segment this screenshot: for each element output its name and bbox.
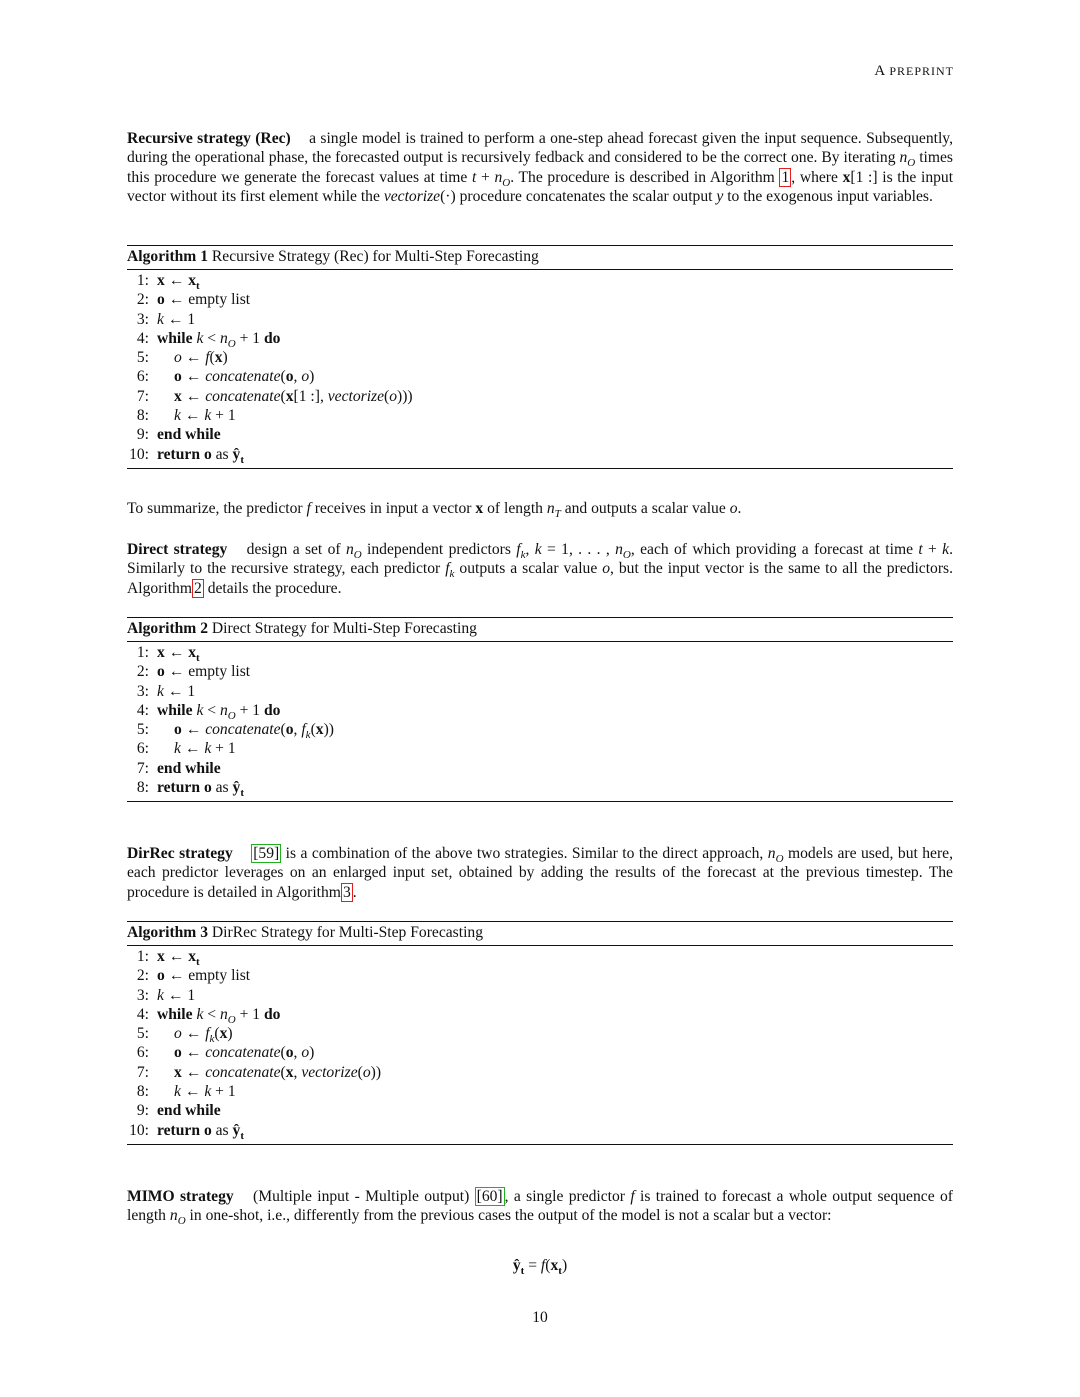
algorithm-caption-text: Recursive Strategy (Rec) for Multi-Step Forecasting bbox=[211, 248, 539, 265]
text-run: previous timestep. The procedure is detailed in Algorithm bbox=[127, 864, 953, 901]
citation-59-link[interactable]: [59] bbox=[253, 845, 280, 862]
algorithm-label: Algorithm 2 bbox=[127, 620, 208, 637]
text-run: used, but here, each predictor leverages on an enlarged input set, obtained by adding the results of the forecast at the bbox=[127, 845, 953, 882]
text-run: to the exogenous input variables. bbox=[727, 188, 933, 206]
algorithm-1 bbox=[127, 245, 953, 469]
text-run: To summarize, the predictor bbox=[127, 500, 303, 517]
algo-line: 7: x ← concatenate(x[1 :], vectorize(o))) bbox=[136, 387, 413, 405]
header-rest: PREPRINT bbox=[889, 64, 954, 78]
algorithm-label: Algorithm 3 bbox=[127, 924, 208, 941]
text-run: independent predictors bbox=[367, 541, 511, 558]
text-run: , where bbox=[791, 168, 838, 186]
text-run: design a set of bbox=[246, 541, 341, 558]
text-run: , each of which providing a forecast at bbox=[630, 541, 880, 558]
text-run: times this procedure we generate the forecast values at time bbox=[127, 149, 953, 186]
algo-line: 4: while $k < n_O + 1$ do bbox=[136, 701, 281, 722]
algorithm-2-caption bbox=[127, 618, 953, 641]
text-run: (Multiple input - Multiple output) bbox=[253, 1188, 470, 1205]
text-run: . bbox=[737, 500, 742, 517]
text-run: models are bbox=[787, 845, 857, 862]
algo-line: 10: return o as $ŷ_t$ bbox=[129, 445, 245, 466]
recursive-strategy-paragraph: Recursive strategy (Rec) a single model is trained to perform a one-step ahead forecast given the input sequence. Subsequently, during the operational phase, the forecasted output is recursively fedback and considered to be the correct one. By iterating $n_O$ times this procedure we generate the forecast values at time $t + n_O$. The procedure is described in Algorithm 1 , where x[1 :] is the input vector without its first element while the vectorize(·) procedure concatenates the scalar output y to the exogenous input variables. bbox=[127, 130, 954, 206]
algorithm-caption-text: Direct Strategy for Multi-Step Forecasting bbox=[211, 620, 477, 637]
algo-line: 2: o ← empty list bbox=[136, 663, 251, 681]
text-run: , a single predictor bbox=[504, 1188, 625, 1205]
algo-line: 3: k ← 1 bbox=[136, 682, 196, 700]
algo-line: 1: x ← $x_t$ bbox=[136, 644, 200, 665]
text-run: time bbox=[885, 541, 914, 558]
algorithm-3-caption bbox=[127, 922, 953, 945]
text-run: procedure concatenates the bbox=[459, 188, 629, 206]
running-header bbox=[0, 62, 954, 81]
algo-line: 7: x ← concatenate(x, vectorize(o)) bbox=[136, 1063, 382, 1081]
citation-60-link[interactable]: [60] bbox=[476, 1188, 503, 1205]
algorithm-3-link[interactable]: 3 bbox=[342, 883, 351, 901]
algo-line: 3: k ← 1 bbox=[136, 986, 196, 1004]
algo-line: 8: return o as $ŷ_t$ bbox=[136, 779, 245, 800]
text-run: a single model is trained to perform a one-step ahead forecast given the input sequence. bbox=[309, 130, 862, 147]
algo-line: 6: o ← concatenate(o, o) bbox=[136, 1044, 315, 1062]
algo-line: 5: o ← f(x) bbox=[136, 349, 228, 367]
algo-line: 5: o ← concatenate(o, $f_k(x)$) bbox=[136, 721, 334, 742]
recursive-strategy-title: Recursive strategy (Rec) bbox=[127, 130, 291, 147]
text-run: of length bbox=[487, 500, 543, 517]
text-run: sequence of length bbox=[127, 1188, 953, 1225]
algorithm-1-caption bbox=[127, 246, 953, 269]
direct-strategy-title: Direct strategy bbox=[127, 541, 228, 558]
algo-line: 4: while $k < n_O + 1$ do bbox=[136, 1005, 281, 1026]
algo-line: 2: o ← empty list bbox=[136, 967, 251, 985]
algo-line: 1: x ← $x_t$ bbox=[136, 948, 200, 969]
algo-line: 2: o ← empty list bbox=[136, 291, 251, 309]
text-run: is the input vector without its first element while the bbox=[127, 168, 954, 206]
algo-line: 3: k ← 1 bbox=[136, 310, 196, 328]
mimo-strategy-paragraph: MIMO strategy (Multiple input - Multiple output) [60] , a single predictor f is trained to forecast a whole output sequence of length $n_O$ in one-shot, i.e., differently from the previous cases the output of the model is not a scalar but a vector: bbox=[127, 1188, 953, 1228]
algorithm-label: Algorithm 1 bbox=[127, 248, 208, 265]
text-run: vector: bbox=[788, 1207, 832, 1225]
summary-paragraph: To summarize, the predictor f receives in input a vector x of length $n_T$ and outputs a scalar value o. bbox=[127, 500, 742, 521]
header-first-letter: A bbox=[874, 63, 885, 79]
algo-line: 8: k ← k + 1 bbox=[136, 1083, 236, 1101]
text-run: in one-shot, i.e., differently from the previous cases the output of the model is not a scalar but a bbox=[189, 1207, 785, 1225]
dirrec-strategy-title: DirRec strategy bbox=[127, 845, 233, 862]
text-run: details the procedure. bbox=[207, 579, 342, 597]
algo-line: 10: return o as $ŷ_t$ bbox=[129, 1121, 245, 1142]
dirrec-strategy-paragraph: DirRec strategy [59] is a combination of the above two strategies. Similar to the direct approach, $n_O$ models are used, but here, each predictor leverages on an enlarged input set, obtained by adding the results of the forecast at the previous timestep. The procedure is detailed in Algorithm 3 . bbox=[127, 845, 953, 901]
text-run: , but the input vector is the bbox=[610, 560, 784, 578]
text-run: . bbox=[352, 883, 357, 901]
text-run: same to all the predictors. Algorithm bbox=[127, 560, 954, 597]
text-run: and outputs a scalar value bbox=[564, 500, 726, 517]
algo-line: 1: x ← $x_t$ bbox=[136, 272, 200, 293]
algo-line: 9: end while bbox=[136, 1102, 221, 1120]
algorithm-2 bbox=[127, 617, 953, 802]
text-run: receives in input a vector bbox=[314, 500, 472, 517]
algo-line: 6: k ← k + 1 bbox=[136, 740, 236, 758]
text-run: scalar output bbox=[632, 188, 713, 206]
text-run: Subsequently, during the operational phase, the forecasted output is recursively fedback and considered to be the correct bbox=[127, 130, 953, 167]
algorithm-2-link[interactable]: 2 bbox=[193, 579, 202, 597]
text-run: is a combination of the above two strategies. Similar to the direct approach, bbox=[285, 845, 764, 862]
mimo-strategy-title: MIMO strategy bbox=[127, 1188, 234, 1205]
page-number: 10 bbox=[532, 1309, 548, 1326]
algo-line: 6: o ← concatenate(o, o) bbox=[136, 368, 315, 386]
text-run: is trained to forecast a whole output bbox=[640, 1188, 873, 1205]
algo-line: 9: end while bbox=[136, 426, 221, 444]
algorithm-1-link[interactable]: 1 bbox=[781, 168, 790, 186]
text-run: . The procedure is described in bbox=[510, 168, 706, 186]
text-run: . Similarly to the recursive strategy, each predictor bbox=[127, 541, 953, 578]
algorithm-caption-text: DirRec Strategy for Multi-Step Forecasting bbox=[211, 924, 484, 941]
text-run: outputs a scalar value bbox=[459, 560, 598, 578]
direct-strategy-paragraph: Direct strategy design a set of $n_O$ independent predictors $f_k$, k = 1, . . . , $n_O$, each of which providing a forecast at time t + k. Similarly to the recursive strategy, each predictor $f_k$ outputs a scalar value o, but the input vector is the same to all the predictors. Algorithm 2 details the procedure. bbox=[127, 541, 954, 597]
algo-line: 5: o ← $f_k(x)$ bbox=[136, 1025, 233, 1046]
algo-line: 8: k ← k + 1 bbox=[136, 407, 236, 425]
text-run: Algorithm bbox=[709, 168, 775, 186]
algorithm-3 bbox=[127, 921, 953, 1145]
mimo-equation: $ŷ_t = f(x_t)$ bbox=[512, 1257, 568, 1278]
algo-line: 7: end while bbox=[136, 759, 221, 777]
text-run: one. By iterating bbox=[791, 149, 896, 167]
algo-line: 4: while $k < n_O + 1$ do bbox=[136, 329, 281, 350]
